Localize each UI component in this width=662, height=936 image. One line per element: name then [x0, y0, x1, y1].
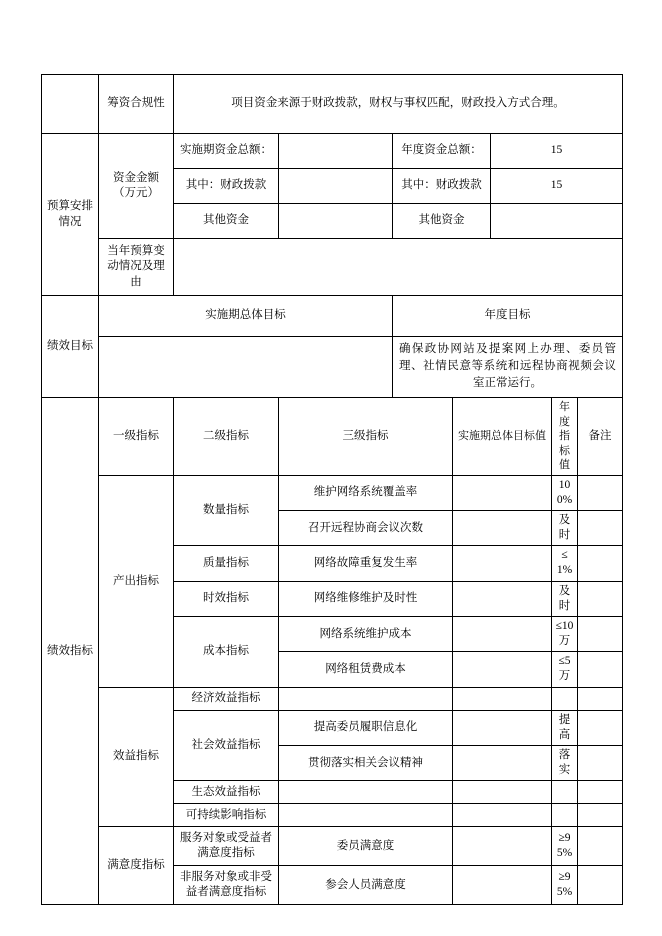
value-annual-goal[interactable] [393, 337, 623, 398]
annual-target-value[interactable]: 提高 [552, 710, 578, 745]
header-annual-target: 年度指标值 [552, 398, 578, 476]
remark-value[interactable] [578, 745, 623, 780]
annual-target-value[interactable]: 及时 [552, 581, 578, 616]
annual-target-value[interactable]: ≤10 万 [552, 616, 578, 651]
label-budget-change: 当年预算变动情况及理由 [99, 239, 174, 296]
overall-target-value[interactable] [453, 581, 552, 616]
level2-ecological-benefit-indicator: 生态效益指标 [174, 781, 279, 804]
remark-value[interactable] [578, 475, 623, 510]
value-budget-change[interactable] [174, 239, 623, 296]
overall-target-value[interactable] [453, 510, 552, 545]
remark-value[interactable] [578, 546, 623, 581]
overall-target-value[interactable] [453, 804, 552, 827]
level3-indicator: 网络系统维护成本 [279, 616, 453, 651]
table-row-indicator-header [42, 398, 623, 476]
cell-empty-topleft [42, 75, 99, 134]
overall-target-value[interactable] [453, 710, 552, 745]
table-row-performance-goal-values [42, 337, 623, 398]
label-annual-appropriation: 其中：财政拨款 [393, 169, 491, 204]
table-row [42, 827, 623, 866]
remark-value[interactable] [578, 781, 623, 804]
header-level2: 二级指标 [174, 398, 279, 476]
section-label-performance-indicator: 绩效指标 [42, 398, 99, 905]
level2-quantity-indicator: 数量指标 [174, 475, 279, 546]
value-overall-goal[interactable] [99, 337, 393, 398]
header-level3: 三级指标 [279, 398, 453, 476]
annual-target-value[interactable] [552, 687, 578, 710]
level2-economic-benefit-indicator: 经济效益指标 [174, 687, 279, 710]
table-row-funding-compliance [42, 75, 623, 134]
annual-target-value[interactable]: 落实 [552, 745, 578, 780]
value-annual-other-funds[interactable] [491, 204, 623, 239]
label-implementation-appropriation: 其中：财政拨款 [174, 169, 279, 204]
level3-indicator: 参会人员满意度 [279, 866, 453, 905]
level2-non-beneficiary-satisfaction-indicator: 非服务对象或非受益者满意度指标 [174, 866, 279, 905]
level3-indicator [279, 781, 453, 804]
level3-indicator [279, 687, 453, 710]
level3-indicator: 委员满意度 [279, 827, 453, 866]
header-level1: 一级指标 [99, 398, 174, 476]
header-overall-goal: 实施期总体目标 [99, 296, 393, 337]
label-annual-total: 年度资金总额： [393, 134, 491, 169]
level3-indicator: 网络故障重复发生率 [279, 546, 453, 581]
level1-satisfaction-indicator: 满意度指标 [99, 827, 174, 905]
label-amount-unit: 资金金额 （万元） [99, 134, 174, 239]
overall-target-value[interactable] [453, 616, 552, 651]
remark-value[interactable] [578, 866, 623, 905]
section-label-budget-arrangement: 预算安排情况 [42, 134, 99, 296]
remark-value[interactable] [578, 510, 623, 545]
remark-value[interactable] [578, 687, 623, 710]
overall-target-value[interactable] [453, 652, 552, 687]
value-implementation-total[interactable] [279, 134, 393, 169]
table-row-performance-goal-header [42, 296, 623, 337]
level1-output-indicator: 产出指标 [99, 475, 174, 687]
level3-indicator [279, 804, 453, 827]
label-funding-compliance: 筹资合规性 [99, 75, 174, 134]
level3-indicator: 网络维修维护及时性 [279, 581, 453, 616]
overall-target-value[interactable] [453, 546, 552, 581]
header-overall-target: 实施期总体目标值 [453, 398, 552, 476]
overall-target-value[interactable] [453, 687, 552, 710]
value-implementation-appropriation[interactable] [279, 169, 393, 204]
value-funding-compliance: 项目资金来源于财政拨款，财权与事权匹配，财政投入方式合理。 [174, 75, 623, 134]
table-row-budget-total [42, 134, 623, 169]
annual-target-value[interactable]: ≥95% [552, 827, 578, 866]
level2-sustainable-impact-indicator: 可持续影响指标 [174, 804, 279, 827]
annual-target-value[interactable]: ≥95% [552, 866, 578, 905]
overall-target-value[interactable] [453, 827, 552, 866]
value-annual-goal-text: 确保政协网站及提案网上办理、委员管理、社情民意等系统和远程协商视频会议室正常运行。 [399, 342, 617, 390]
budget-performance-form [41, 74, 623, 905]
table-row [42, 475, 623, 510]
remark-value[interactable] [578, 804, 623, 827]
level3-indicator: 召开远程协商会议次数 [279, 510, 453, 545]
header-remark: 备注 [578, 398, 623, 476]
level2-social-benefit-indicator: 社会效益指标 [174, 710, 279, 781]
level2-beneficiary-satisfaction-indicator: 服务对象或受益者满意度指标 [174, 827, 279, 866]
level3-indicator: 提高委员履职信息化 [279, 710, 453, 745]
remark-value[interactable] [578, 616, 623, 651]
level3-indicator: 维护网络系统覆盖率 [279, 475, 453, 510]
level2-timeliness-indicator: 时效指标 [174, 581, 279, 616]
overall-target-value[interactable] [453, 866, 552, 905]
remark-value[interactable] [578, 827, 623, 866]
label-implementation-other-funds: 其他资金 [174, 204, 279, 239]
remark-value[interactable] [578, 710, 623, 745]
level3-indicator: 贯彻落实相关会议精神 [279, 745, 453, 780]
annual-target-value[interactable] [552, 781, 578, 804]
header-annual-goal: 年度目标 [393, 296, 623, 337]
table-row-budget-change [42, 239, 623, 296]
annual-target-value[interactable]: 100% [552, 475, 578, 510]
table-row [42, 687, 623, 710]
remark-value[interactable] [578, 581, 623, 616]
level3-indicator: 网络租赁费成本 [279, 652, 453, 687]
remark-value[interactable] [578, 652, 623, 687]
annual-target-value[interactable]: ≤1% [552, 546, 578, 581]
value-annual-total[interactable]: 15 [491, 134, 623, 169]
overall-target-value[interactable] [453, 475, 552, 510]
overall-target-value[interactable] [453, 745, 552, 780]
level2-quality-indicator: 质量指标 [174, 546, 279, 581]
value-annual-appropriation[interactable]: 15 [491, 169, 623, 204]
annual-target-value[interactable]: ≤5 万 [552, 652, 578, 687]
overall-target-value[interactable] [453, 781, 552, 804]
annual-target-value[interactable]: 及时 [552, 510, 578, 545]
level2-cost-indicator: 成本指标 [174, 616, 279, 687]
value-implementation-other-funds[interactable] [279, 204, 393, 239]
level1-benefit-indicator: 效益指标 [99, 687, 174, 827]
label-annual-other-funds: 其他资金 [393, 204, 491, 239]
label-implementation-total: 实施期资金总额： [174, 134, 279, 169]
section-label-performance-goal: 绩效目标 [42, 296, 99, 398]
annual-target-value[interactable] [552, 804, 578, 827]
